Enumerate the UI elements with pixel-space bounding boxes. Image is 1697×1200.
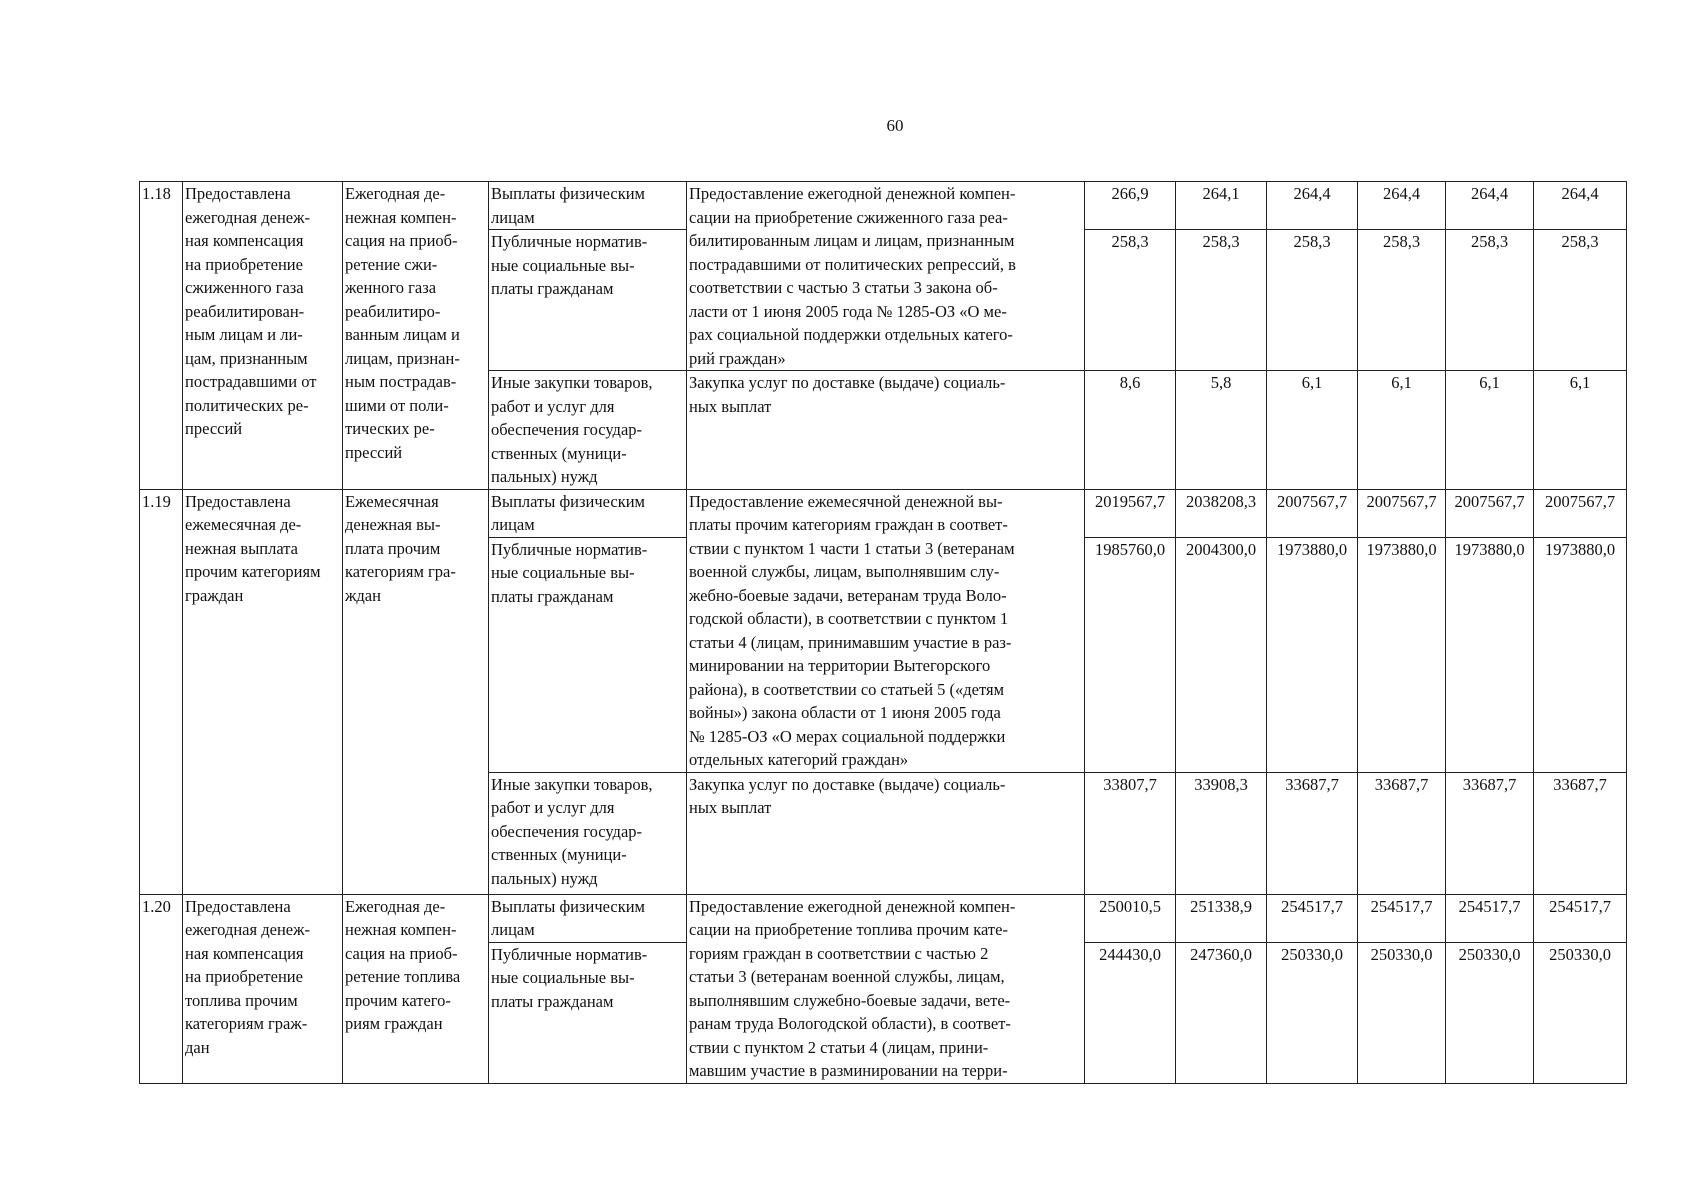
value-cell: 250330,0 [1358, 942, 1446, 1083]
value-cell: 6,1 [1534, 371, 1627, 490]
value-cell: 258,3 [1534, 230, 1627, 371]
expense-type-cell: Публичные норматив- ные социальные вы- платы гражданам [489, 537, 687, 772]
value-cell: 33687,7 [1446, 772, 1534, 894]
value-cell: 266,9 [1085, 182, 1176, 230]
value-cell: 6,1 [1358, 371, 1446, 490]
value-cell: 264,4 [1534, 182, 1627, 230]
value-cell: 258,3 [1358, 230, 1446, 371]
value-cell: 254517,7 [1267, 894, 1358, 942]
expense-type-cell: Иные закупки товаров, работ и услуг для обеспечения государ- ственных (муници- пальных) нужд [489, 371, 687, 490]
expense-type-cell: Выплаты физическим лицам [489, 489, 687, 537]
value-cell: 264,4 [1358, 182, 1446, 230]
value-cell: 264,1 [1176, 182, 1267, 230]
row-code: 1.20 [140, 894, 183, 1083]
value-cell: 250010,5 [1085, 894, 1176, 942]
value-cell: 2019567,7 [1085, 489, 1176, 537]
value-cell: 264,4 [1267, 182, 1358, 230]
measure-cell: Ежегодная де- нежная компен- сация на приоб- ретение топлива прочим катего- риям граждан [343, 894, 489, 1083]
value-cell: 254517,7 [1358, 894, 1446, 942]
result-cell: Предоставлена ежегодная денеж- ная компенсация на приобретение топлива прочим категориям граж- дан [183, 894, 343, 1083]
table-row [140, 894, 1627, 942]
value-cell: 254517,7 [1534, 894, 1627, 942]
value-cell: 1973880,0 [1534, 537, 1627, 772]
value-cell: 2038208,3 [1176, 489, 1267, 537]
value-cell: 1973880,0 [1267, 537, 1358, 772]
value-cell: 254517,7 [1446, 894, 1534, 942]
value-cell: 250330,0 [1534, 942, 1627, 1083]
expense-type-cell: Выплаты физическим лицам [489, 182, 687, 230]
description-cell: Предоставление ежегодной денежной компен- сации на приобретение топлива прочим кате- гориям граждан в соответствии с частью 2 статьи 3 (ветеранам военной службы, лицам, выполнявшим служебно-боевые задачи, вете- ранам труда Вологодской области), в соответ- ствии с пунктом 2 статьи 4 (лицам, прини- мавшим участие в разминировании на терри- [687, 894, 1085, 1083]
value-cell: 258,3 [1176, 230, 1267, 371]
value-cell: 1973880,0 [1358, 537, 1446, 772]
value-cell: 33687,7 [1267, 772, 1358, 894]
value-cell: 258,3 [1267, 230, 1358, 371]
expense-type-cell: Публичные норматив- ные социальные вы- платы гражданам [489, 230, 687, 371]
value-cell: 6,1 [1267, 371, 1358, 490]
page-number: 60 [886, 116, 904, 135]
value-cell: 33687,7 [1358, 772, 1446, 894]
value-cell: 2007567,7 [1446, 489, 1534, 537]
value-cell: 33908,3 [1176, 772, 1267, 894]
description-cell: Предоставление ежегодной денежной компен- сации на приобретение сжиженного газа реа- билитированным лицам и лицам, признанным пострадавшими от политических репрессий, в соответствии с частью 3 статьи 3 закона об- ласти от 1 июня 2005 года № 1285-ОЗ «О ме- рах социальной поддержки отдельных катего- рий граждан» [687, 182, 1085, 371]
value-cell: 247360,0 [1176, 942, 1267, 1083]
expense-type-cell: Иные закупки товаров, работ и услуг для обеспечения государ- ственных (муници- пальных) нужд [489, 772, 687, 894]
value-cell: 33807,7 [1085, 772, 1176, 894]
table-row [140, 182, 1627, 230]
value-cell: 2004300,0 [1176, 537, 1267, 772]
row-code: 1.19 [140, 489, 183, 894]
expense-type-cell: Выплаты физическим лицам [489, 894, 687, 942]
value-cell: 33687,7 [1534, 772, 1627, 894]
result-cell: Предоставлена ежемесячная де- нежная выплата прочим категориям граждан [183, 489, 343, 894]
value-cell: 2007567,7 [1534, 489, 1627, 537]
value-cell: 1973880,0 [1446, 537, 1534, 772]
value-cell: 258,3 [1446, 230, 1534, 371]
measure-cell: Ежемесячная денежная вы- плата прочим категориям гра- ждан [343, 489, 489, 894]
measure-cell: Ежегодная де- нежная компен- сация на приоб- ретение сжи- женного газа реабилитиро- ванным лицам и лицам, признан- ным пострадав- шими от поли- тических ре- прессий [343, 182, 489, 490]
description-cell: Закупка услуг по доставке (выдаче) социаль- ных выплат [687, 371, 1085, 490]
table-row [140, 489, 1627, 537]
value-cell: 5,8 [1176, 371, 1267, 490]
value-cell: 264,4 [1446, 182, 1534, 230]
description-cell: Закупка услуг по доставке (выдаче) социаль- ных выплат [687, 772, 1085, 894]
value-cell: 6,1 [1446, 371, 1534, 490]
value-cell: 244430,0 [1085, 942, 1176, 1083]
value-cell: 8,6 [1085, 371, 1176, 490]
value-cell: 1985760,0 [1085, 537, 1176, 772]
value-cell: 2007567,7 [1358, 489, 1446, 537]
expenditure-table [139, 181, 1627, 1084]
row-code: 1.18 [140, 182, 183, 490]
value-cell: 250330,0 [1267, 942, 1358, 1083]
result-cell: Предоставлена ежегодная денеж- ная компенсация на приобретение сжиженного газа реабилитирован- ным лицам и ли- цам, признанным пострадавшими от политических ре- прессий [183, 182, 343, 490]
expense-type-cell: Публичные норматив- ные социальные вы- платы гражданам [489, 942, 687, 1083]
value-cell: 250330,0 [1446, 942, 1534, 1083]
value-cell: 258,3 [1085, 230, 1176, 371]
value-cell: 251338,9 [1176, 894, 1267, 942]
value-cell: 2007567,7 [1267, 489, 1358, 537]
description-cell: Предоставление ежемесячной денежной вы- платы прочим категориям граждан в соответ- ствии с пунктом 1 части 1 статьи 3 (ветеранам военной службы, лицам, выполнявшим слу- жебно-боевые задачи, ветеранам труда Воло- годской области), в соответствии с пунктом 1 статьи 4 (лицам, принимавшим участие в раз- минировании на территории Вытегорского района), в соответствии со статьей 5 («детям войны») закона области от 1 июня 2005 года № 1285-ОЗ «О мерах социальной поддержки отдельных категорий граждан» [687, 489, 1085, 772]
